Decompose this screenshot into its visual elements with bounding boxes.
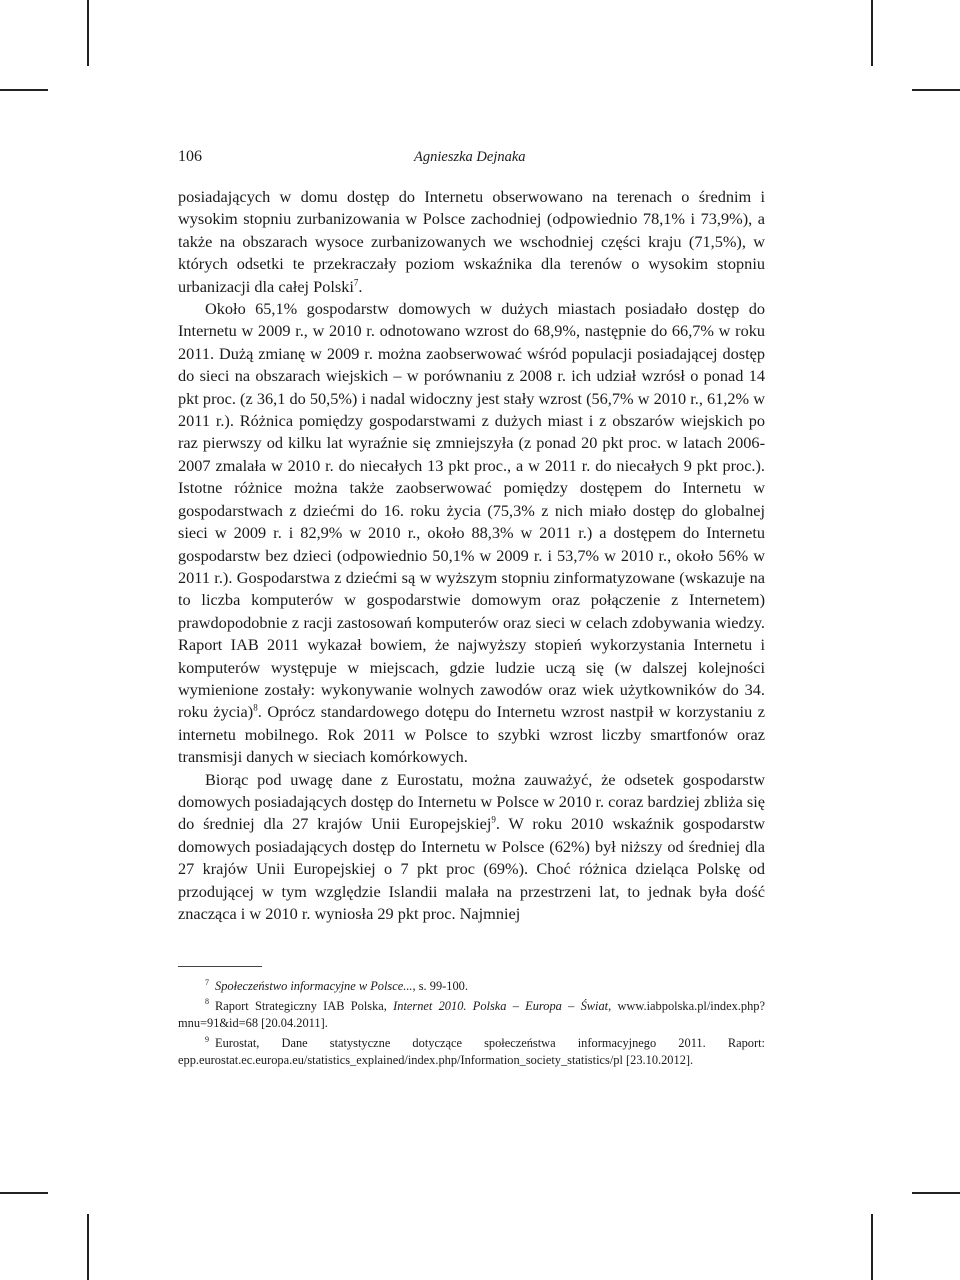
footnote-7-rest: , s. 99-100. — [412, 979, 468, 993]
crop-mark-top-right — [871, 0, 873, 66]
crop-mark-top-left — [87, 0, 89, 66]
body-text — [178, 186, 765, 925]
crop-mark-right-top — [912, 89, 960, 91]
paragraph-2-text: Około 65,1% gospodarstw domowych w dużych miastach posiadało dostęp do Internetu w 2009 r., w 2010 r. odnotowano wzrost do 68,9%, następnie do 66,7% w roku 2011. Dużą zmianę w 2009 r. można zaobserwować wśród populacji posiadającej dostęp do sieci na obszarach wiejskich – w porównaniu z 2008 r. ich udział wzrósł o ponad 14 pkt proc. (z 36,1 do 50,5%) i nadal widoczny jest stały wzrost (56,7% w 2010 r., 61,2% w 2011 r.). Różnica pomiędzy gospodarstwami z dużych miast i z obszarów wiejskich po raz pierwszy od kilku lat wyraźnie się zmniejszyła (z ponad 20 pkt proc. w latach 2006-2007 zmalała w 2010 r. do niecałych 13 pkt proc., a w 2011 r. do niecałych 9 pkt proc.). Istotne różnice można także zaobserwować pomiędzy dostępem do Internetu w gospodarstwach z dziećmi do 16. roku życia (75,3% z nich miało dostęp do globalnej sieci w 2009 r. i 82,9% w 2010 r., około 88,3% w 2011 r.) a dostępem do Internetu gospodarstw bez dzieci (odpowiednio 50,1% w 2009 r. i 53,7% w 2010 r., około 56% w 2011 r.). Gospodarstwa z dziećmi są w wyższym stopniu zinformatyzowane (wskazuje na to liczba komputerów w gospodarstwie domowym oraz połączenie z Internetem) prawdopodobnie z racji zastosowań komputerów oraz sieci w celach zdobywania wiedzy. Raport IAB 2011 wykazał bowiem, że najwyższy stopień wykorzystania Internetu i komputerów występuje w miejscach, gdzie ludzie uczą się (w dalszej kolejności wymienione zostały: wykonywanie wolnych zawodów oraz wiek użytkowników do 34. roku życia) — [178, 299, 765, 722]
paragraph-3-text: Biorąc pod uwagę dane z Eurostatu, można zauważyć, że odsetek gospodarstw domowych posiadających dostęp do Internetu w Polsce w 2010 r. coraz bardziej zbliża się do średniej dla 27 krajów Unii Europejskiej — [178, 769, 765, 834]
footnote-7-title: Społeczeństwo informacyjne w Polsce... — [215, 979, 413, 993]
footnote-8-lead: Raport Strategiczny IAB Polska, — [215, 998, 394, 1013]
footnote-number: 8 — [205, 997, 209, 1007]
footnotes — [178, 978, 765, 1072]
footnote-8-title: Internet 2010. Polska – Europa – Świat — [393, 998, 609, 1013]
running-head-author: Agnieszka Dejnaka — [414, 149, 526, 165]
crop-mark-right-bottom — [912, 1192, 960, 1194]
paragraph-3-end: . W roku 2010 wskaźnik gospodarstw domowych posiadających dostęp do Internetu w Polsce (62%) był niższy od średniej dla 27 krajów Unii Europejskiej o 7 pkt proc (69%). Choć różnica dzieląca Polskę od przodującej w tym względzie Islandii malała na przestrzeni lat, to jednak była dość znacząca i w 2010 r. wyniosła 29 pkt proc. Najmniej — [178, 814, 766, 923]
paragraph-1 — [178, 186, 765, 298]
paragraph-2-end: . Oprócz standardowego dotępu do Internetu wzrost nastpił w korzystaniu z internetu mobilnego. Rok 2011 w Polsce to szybki wzrost liczby smartfonów oraz transmisji danych w sieciach komórkowych. — [178, 702, 766, 767]
footnote-number: 7 — [205, 977, 209, 987]
paragraph-1-text: posiadających w domu dostęp do Internetu obserwowano na terenach o średnim i wysokim stopniu zurbanizowania w Polsce zachodniej (odpowiednio 78,1% i 73,9%), a także na obszarach wysoce zurbanizowanych we wschodniej części kraju (71,5%), w których odsetki te przekraczały poziom wskaźnika dla terenów o wysokim stopniu urbanizacji dla całej Polski — [178, 187, 765, 296]
footnote-separator — [178, 966, 262, 967]
paragraph-3 — [178, 769, 765, 926]
footnote-ref-7: 7 — [353, 277, 359, 288]
footnote-number: 9 — [205, 1034, 209, 1044]
footnote-8 — [178, 998, 765, 1033]
paragraph-1-end: . — [358, 276, 363, 296]
footnote-9-text: Eurostat, Dane statystyczne dotyczące społeczeństwa informacyjnego 2011. Raport: epp.eurostat.ec.europa.eu/statistics_explained/index.php/Information_society_statistics/pl [23.10.2012]. — [178, 1035, 765, 1068]
footnote-7 — [178, 978, 765, 996]
footnote-8-link[interactable]: , www.iabpolska.pl/index.php?mnu=91&id=68 [20.04.2011]. — [178, 998, 765, 1031]
page-number: 106 — [178, 148, 202, 165]
crop-mark-bottom-right — [871, 1214, 873, 1280]
page-header — [178, 148, 770, 170]
crop-mark-left-top — [0, 89, 48, 91]
footnote-ref-9: 9 — [491, 814, 496, 825]
paragraph-2 — [178, 298, 765, 769]
crop-mark-bottom-left — [87, 1214, 89, 1280]
crop-mark-left-bottom — [0, 1192, 48, 1194]
footnote-ref-8: 8 — [253, 702, 258, 713]
footnote-9 — [178, 1035, 765, 1070]
